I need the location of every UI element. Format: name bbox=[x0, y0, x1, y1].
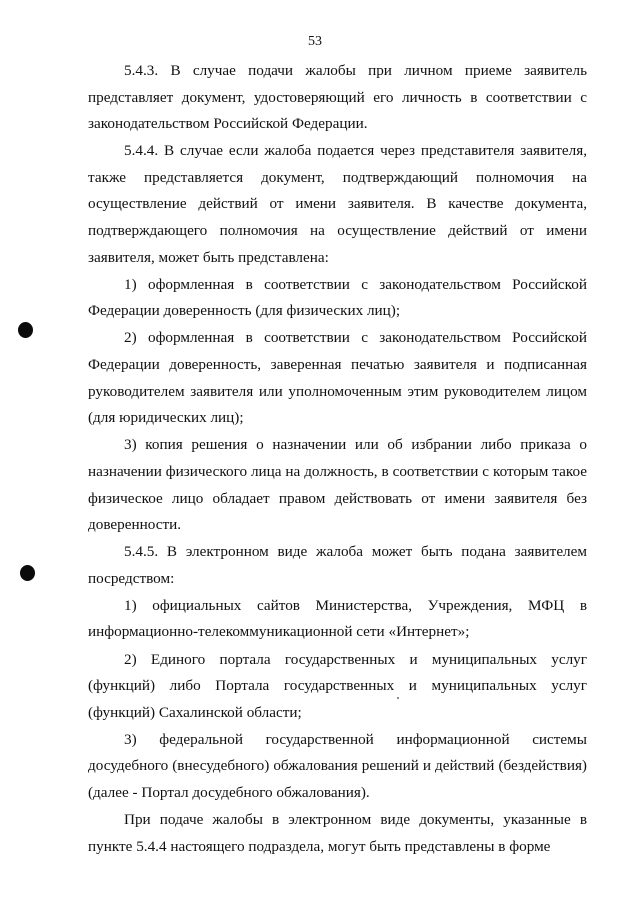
paragraph-5-4-4: 5.4.4. В случае если жалоба подается через представителя заявителя, также представляется документ, подтверждающий полномочия на осуществление действий от имени заявителя. В качестве документа, подтверждающего полномочия на осуществление действий от имени заявителя, может быть представлена: bbox=[88, 142, 587, 266]
list-item-3: 3) федеральной государственной информационной системы досудебного (внесудебного) обжалования решений и действий (бездействия) (далее - Портал досудебного обжалования). bbox=[88, 730, 587, 802]
list-item-3: 3) копия решения о назначении или об избрании либо приказа о назначении физического лица на должность, в соответствии с которым такое физическое лицо обладает правом действовать от имени заявителя без доверенности. bbox=[88, 436, 587, 534]
list-item-2: 2) оформленная в соответствии с законодательством Российской Федерации доверенность, заверенная печатью заявителя и подписанная руководителем заявителя или уполномоченным этим руководителем лицом (для юридических лиц); bbox=[88, 329, 587, 427]
document-body bbox=[88, 58, 587, 860]
page-number: 53 bbox=[308, 34, 322, 49]
list-item-2: 2) Единого портала государственных и муниципальных услуг (функций) либо Портала государственных и муниципальных услуг (функций) Сахалинской области; bbox=[88, 650, 587, 721]
list-item-1: 1) официальных сайтов Министерства, Учреждения, МФЦ в информационно-телекоммуникационной сети «Интернет»; bbox=[88, 596, 587, 641]
paragraph-5-4-5: 5.4.5. В электронном виде жалоба может быть подана заявителем посредством: bbox=[88, 543, 587, 587]
paragraph-5-4-3: 5.4.3. В случае подачи жалобы при личном приеме заявитель представляет документ, удостоверяющий его личность в соответствии с законодательством Российской Федерации. bbox=[88, 62, 587, 133]
punch-hole-mark bbox=[18, 322, 33, 338]
list-item-1: 1) оформленная в соответствии с законодательством Российской Федерации доверенность (для физических лиц); bbox=[88, 275, 587, 320]
punch-hole-mark bbox=[20, 565, 35, 581]
paragraph-electronic-submission: При подаче жалобы в электронном виде документы, указанные в пункте 5.4.4 настоящего подраздела, могут быть представлены в форме bbox=[88, 811, 587, 855]
